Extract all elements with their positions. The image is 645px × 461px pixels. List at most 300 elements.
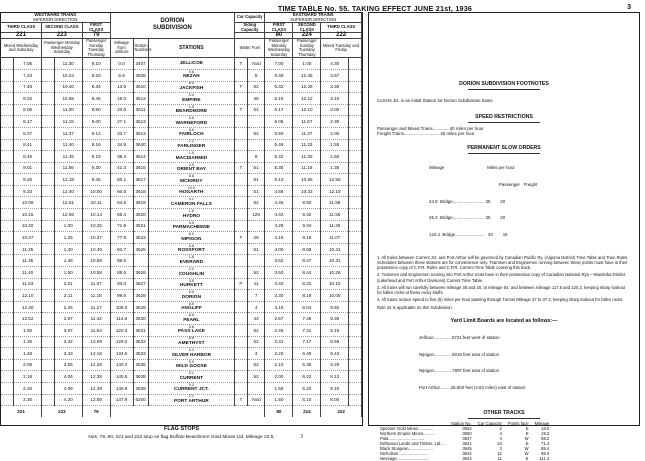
westward-third-time: 8.02 bbox=[14, 93, 42, 105]
other-track-cell: 2 bbox=[499, 426, 502, 432]
station-label: COUGHLIN bbox=[178, 271, 205, 277]
eastward-first-time: 6.17 bbox=[265, 104, 293, 116]
table-row bbox=[1, 58, 362, 70]
eastward-third-time: 9.30 bbox=[321, 313, 349, 325]
eastward-third-time: 10.31 bbox=[321, 255, 349, 267]
station-number: 3614 bbox=[133, 151, 148, 163]
station-name bbox=[148, 267, 234, 279]
mileage: 134.5 bbox=[110, 348, 133, 360]
eastward-first-time: 2.00 bbox=[265, 371, 293, 383]
eastward-third-time: 10.28 bbox=[321, 267, 349, 279]
westward-second-time: 11.37 bbox=[54, 127, 82, 139]
eastward-footer-222: 222 bbox=[321, 406, 362, 417]
westward-first-time: 11.54 bbox=[82, 325, 110, 337]
westward-second-time: 4.06 bbox=[54, 371, 82, 383]
station-label: HURKETT bbox=[179, 283, 203, 289]
westward-first-time: 11.07 bbox=[82, 278, 110, 290]
eastward-second-time: 11.18 bbox=[293, 162, 321, 174]
mileage: 33.7 bbox=[110, 127, 133, 139]
station-name bbox=[148, 116, 234, 128]
eastward-second-time: 6.20 bbox=[293, 382, 321, 394]
eastward-first-time: 2.31 bbox=[265, 336, 293, 348]
water-fuel-code: T bbox=[235, 104, 248, 116]
mileage: 145.5 bbox=[110, 371, 133, 383]
station-distance: 5.4 bbox=[188, 93, 194, 98]
westward-first-time: 9.45 bbox=[82, 174, 110, 186]
eastward-third-time: 8.00 bbox=[321, 394, 349, 406]
other-track-cell: E bbox=[525, 431, 529, 437]
station-distance: 8.0 bbox=[188, 81, 194, 86]
water-fuel-code bbox=[235, 336, 248, 348]
other-track-cell: 4 bbox=[499, 436, 502, 442]
westward-third-time: 2.20 bbox=[14, 382, 42, 394]
eastward-third-class: THIRD CLASS bbox=[321, 23, 362, 33]
water-fuel-code bbox=[235, 139, 248, 151]
eastward-first-time: 4.00 bbox=[265, 243, 293, 255]
mileage: 140.4 bbox=[110, 359, 133, 371]
water-fuel-code: T bbox=[235, 58, 248, 70]
siding-capacity bbox=[247, 220, 265, 232]
westward-first-time: 8.10 bbox=[82, 58, 110, 70]
westward-third-time: 10.20 bbox=[14, 220, 42, 232]
westward-first-time: 9.14 bbox=[82, 127, 110, 139]
water-fuel-code bbox=[235, 267, 248, 279]
station-name bbox=[148, 394, 234, 406]
station-name bbox=[148, 151, 234, 163]
station-name bbox=[148, 371, 234, 383]
mileage: 0.0 bbox=[110, 58, 133, 70]
water-fuel-code bbox=[235, 116, 248, 128]
station-distance: 8.8 bbox=[188, 174, 194, 179]
station-distance: 0.3 bbox=[188, 382, 194, 387]
siding-capacity bbox=[247, 382, 265, 394]
westward-second-time: 2.57 bbox=[54, 313, 82, 325]
eastward-first-time: 5.42 bbox=[265, 151, 293, 163]
table-row bbox=[1, 394, 362, 406]
eastward-third-time: 3.57 bbox=[321, 69, 349, 81]
eastward-second-time: 7.31 bbox=[293, 325, 321, 337]
siding-capacity: 3 bbox=[247, 348, 265, 360]
eastward-second-time: 10.55 bbox=[293, 174, 321, 186]
westward-second-time: 11.56 bbox=[54, 162, 82, 174]
station-label: MCKIRDY bbox=[180, 178, 203, 184]
station-distance: 3.5 bbox=[188, 278, 194, 283]
other-track-cell: 12 bbox=[497, 451, 502, 457]
eastward-first-time: 2.46 bbox=[265, 325, 293, 337]
mileage: 89.5 bbox=[110, 267, 133, 279]
westward-first-class: FIRST CLASS bbox=[82, 23, 110, 33]
station-label: NEZAH bbox=[183, 74, 200, 80]
mileage: 120.4 bbox=[110, 325, 133, 337]
table-row bbox=[1, 151, 362, 163]
station-label: WARNEFORD bbox=[175, 120, 208, 126]
table-row bbox=[1, 116, 362, 128]
station-distance: 1.5 bbox=[188, 150, 194, 155]
water-fuel-code bbox=[235, 197, 248, 209]
slow-orders-title: PERMANENT SLOW ORDERS bbox=[467, 144, 541, 151]
westward-third-time: 12.52 bbox=[14, 313, 42, 325]
other-track-cell: W bbox=[524, 446, 529, 452]
eastward-second-time: 12.28 bbox=[293, 81, 321, 93]
eastward-first-time: 3.52 bbox=[265, 255, 293, 267]
eastward-second-time: 6.22 bbox=[293, 371, 321, 383]
eastward-first-time: 2.10 bbox=[265, 359, 293, 371]
westward-train-221: 221 bbox=[1, 33, 42, 39]
slow-order-row: 24.8 Bridge......................... 25 20 bbox=[429, 198, 506, 204]
rule-3: 3. All trains will run carefully between mileage 38 and 40, at mileage 54, and between mileage 117.5 and 120.2, keeping sharp lookout for fallen rocks at these rocky bluffs. bbox=[377, 284, 626, 296]
westward-second-time: 3.55 bbox=[54, 359, 82, 371]
station-label: FAIRLOCH bbox=[179, 132, 204, 138]
siding-capacity: Yard bbox=[247, 58, 265, 70]
westward-second-time: 10.40 bbox=[54, 81, 82, 93]
eastward-first-time: 5.46 bbox=[265, 139, 293, 151]
schedule-panel bbox=[0, 12, 363, 426]
westward-second-time: 10.24 bbox=[54, 69, 82, 81]
eastward-first-time: 4.42 bbox=[265, 209, 293, 221]
siding-capacity: 4 bbox=[247, 301, 265, 313]
siding-capacity: 44 bbox=[247, 313, 265, 325]
water-fuel-code bbox=[235, 243, 248, 255]
station-number: 3625 bbox=[133, 243, 148, 255]
station-distance: 6.5 bbox=[188, 301, 194, 306]
eastward-first-time: 7.00 bbox=[265, 58, 293, 70]
westward-first-time: 10.00 bbox=[82, 185, 110, 197]
station-label: ORIENT BAY bbox=[176, 167, 206, 173]
yard-limit-row: Nipigon...............7697 feet east of station bbox=[419, 368, 500, 374]
siding-capacity: 11 bbox=[247, 278, 265, 290]
siding-capacity bbox=[247, 116, 265, 128]
westward-third-time: 12.30 bbox=[14, 301, 42, 313]
station-distance: 2.1 bbox=[188, 394, 194, 399]
station-number: 3610 bbox=[133, 81, 148, 93]
yard-limit-row: Jellicoe...............5721 feet west of station bbox=[419, 334, 500, 340]
westward-third-time: 10.08 bbox=[14, 197, 42, 209]
mileage: 34.9 bbox=[110, 139, 133, 151]
eastward-first-time: 6.19 bbox=[265, 93, 293, 105]
westward-third-time: 7.48 bbox=[14, 81, 42, 93]
other-tracks-title: OTHER TRACKS bbox=[483, 410, 525, 417]
eastward-third-time: 8.13 bbox=[321, 371, 349, 383]
other-track-cell: Northern Empire Mines.......... bbox=[380, 431, 435, 437]
westward-first-time: 10.25 bbox=[82, 220, 110, 232]
eastward-third-time: 11.55 bbox=[321, 209, 349, 221]
water-fuel-code bbox=[235, 290, 248, 302]
eastward-first-time: 3.40 bbox=[265, 278, 293, 290]
westward-third-time: 9.33 bbox=[14, 185, 42, 197]
eastward-second-time: 8.31 bbox=[293, 278, 321, 290]
westward-direction: WESTWARD TRAINS INFERIOR DIRECTION bbox=[1, 13, 110, 23]
eastward-first-time: 2.20 bbox=[265, 348, 293, 360]
other-track-cell: Driftwood Lands and Timber, Ltd.... bbox=[380, 441, 445, 447]
siding-capacity: 52 bbox=[247, 325, 265, 337]
westward-second-time: 1.25 bbox=[54, 232, 82, 244]
other-track-cell: 71.3 bbox=[541, 441, 550, 447]
westward-first-time: 8.46 bbox=[82, 93, 110, 105]
eastward-third-time: 1.55 bbox=[321, 139, 349, 151]
mileage: 145.8 bbox=[110, 382, 133, 394]
eastward-second-class: SECOND CLASS bbox=[293, 23, 321, 33]
eastward-first-time: 5.50 bbox=[265, 127, 293, 139]
eastward-second-time: 9.19 bbox=[293, 232, 321, 244]
station-label: BEARDMORE bbox=[175, 109, 208, 115]
slow-orders-head2: Passenger Freight bbox=[499, 181, 538, 187]
flag-stops bbox=[0, 426, 363, 440]
station-number: 3623 bbox=[133, 232, 148, 244]
westward-third-time: 9.01 bbox=[14, 162, 42, 174]
station-number: 3621 bbox=[133, 220, 148, 232]
westward-second-time: 3.43 bbox=[54, 348, 82, 360]
station-number: 3619 bbox=[133, 197, 148, 209]
eastward-second-time: 6.35 bbox=[293, 359, 321, 371]
station-number: 3626 bbox=[133, 267, 148, 279]
station-label: NIPIGON bbox=[181, 236, 202, 242]
table-row bbox=[1, 325, 362, 337]
station-number-label: Station Numbers bbox=[133, 38, 148, 57]
westward-first-time: 12.09 bbox=[82, 336, 110, 348]
siding-capacity: 52 bbox=[247, 371, 265, 383]
westward-first-time: 9.16 bbox=[82, 139, 110, 151]
other-track-cell: E bbox=[525, 456, 529, 461]
mileage: 36.4 bbox=[110, 151, 133, 163]
westward-third-time: 7.23 bbox=[14, 69, 42, 81]
notes-panel bbox=[368, 12, 640, 461]
mileage: 129.2 bbox=[110, 336, 133, 348]
table-row bbox=[1, 185, 362, 197]
station-label: PEARL bbox=[183, 317, 200, 323]
westward-third-time: 8.17 bbox=[14, 116, 42, 128]
eastward-first-time: 6.06 bbox=[265, 116, 293, 128]
eastward-first-time: 4.29 bbox=[265, 220, 293, 232]
water-fuel-code bbox=[235, 382, 248, 394]
westward-first-time: 12.39 bbox=[82, 382, 110, 394]
other-track-cell: 88.4 bbox=[541, 446, 550, 452]
station-name bbox=[148, 197, 234, 209]
table-row bbox=[1, 348, 362, 360]
westward-third-time: 2.30 bbox=[14, 394, 42, 406]
other-track-cell: 56.2 bbox=[541, 436, 550, 442]
table-row bbox=[1, 162, 362, 174]
rule-4: 4. All trains reduce speed to five (5) miles per hour passing through Tunnel Mileage 37 to 37.2, keeping sharp lookout for fallen rocks. bbox=[377, 297, 624, 303]
station-name bbox=[148, 139, 234, 151]
siding-capacity: Yard bbox=[247, 394, 265, 406]
station-number: 3638 bbox=[133, 371, 148, 383]
station-label: DORION bbox=[181, 294, 201, 300]
eastward-first-time: 5.35 bbox=[265, 162, 293, 174]
mileage: 99.5 bbox=[110, 290, 133, 302]
westward-first-time: 8.34 bbox=[82, 81, 110, 93]
table-row bbox=[1, 127, 362, 139]
table-row bbox=[1, 336, 362, 348]
other-track-cell: 3652 bbox=[462, 426, 472, 432]
westward-footer-221: 221 bbox=[1, 406, 42, 417]
water-fuel-code bbox=[235, 93, 248, 105]
station-name bbox=[148, 127, 234, 139]
mileage-label: Mileage from Jellicoe bbox=[110, 38, 133, 57]
subdivision-title: DORION SUBDIVISION bbox=[110, 13, 234, 38]
table-row bbox=[1, 197, 362, 209]
eastward-first-time: 4.15 bbox=[265, 232, 293, 244]
westward-third-time: 8.46 bbox=[14, 151, 42, 163]
westward-second-time: 10.55 bbox=[54, 93, 82, 105]
eastward-first-time: 6.48 bbox=[265, 69, 293, 81]
station-name bbox=[148, 336, 234, 348]
station-number: 3629 bbox=[133, 301, 148, 313]
eastward-third-days: Mixed Tuesday and Friday bbox=[321, 38, 362, 57]
westward-second-time: 11.40 bbox=[54, 139, 82, 151]
station-name bbox=[148, 290, 234, 302]
other-track-cell: Pala............................... bbox=[380, 436, 425, 442]
station-distance: 5.8 bbox=[188, 324, 194, 329]
eastward-second-time: 6.49 bbox=[293, 348, 321, 360]
eastward-first-time: 3.30 bbox=[265, 290, 293, 302]
station-label: HOGARTH bbox=[179, 190, 204, 196]
water-fuel-code bbox=[235, 348, 248, 360]
eastward-third-time: 3.10 bbox=[321, 93, 349, 105]
water-fuel-code: T bbox=[235, 394, 248, 406]
station-label: CURRENT bbox=[179, 375, 204, 381]
westward-first-time: 9.00 bbox=[82, 116, 110, 128]
rule-2: 2. Trainmen and Enginemen running into Port Arthur must have in their possession copy of Canadian National Rys.—Manitoba District (Lakehead and Port Arthur Divisions) Current Time Table. bbox=[377, 272, 626, 283]
current-jct-note: Current Jct. is an initial Station for Dorion Subdivision trains. bbox=[377, 98, 494, 103]
table-row bbox=[1, 313, 362, 325]
footnotes-title: DORION SUBDIVISION FOOTNOTES bbox=[459, 81, 549, 87]
westward-first-time: 11.27 bbox=[82, 301, 110, 313]
mileage: 41.3 bbox=[110, 162, 133, 174]
other-track-cell: 3644 bbox=[462, 456, 472, 461]
water-fuel-code: T bbox=[235, 232, 248, 244]
water-fuel-label: Water Fuel bbox=[235, 38, 265, 57]
siding-capacity: 52 bbox=[247, 127, 265, 139]
page-number: 3 bbox=[627, 4, 631, 11]
eastward-third-time: 11.07 bbox=[321, 232, 349, 244]
westward-third-time: 2.06 bbox=[14, 359, 42, 371]
eastward-first-time: 1.50 bbox=[265, 394, 293, 406]
station-name bbox=[148, 209, 234, 221]
station-label: AMETHYST bbox=[178, 341, 205, 347]
rule-42: Rule 42 is applicable on this Subdivision. bbox=[377, 304, 453, 310]
westward-first-time: 10.49 bbox=[82, 243, 110, 255]
mileage: 5.6 bbox=[110, 69, 133, 81]
westward-first-time: 8.50 bbox=[82, 104, 110, 116]
westward-second-time: 3.07 bbox=[54, 325, 82, 337]
siding-capacity: 52 bbox=[247, 197, 265, 209]
yard-limits-title: Yard Limit Boards are located as follows:— bbox=[450, 317, 558, 324]
yard-limit-row: Nipigon...............6015 feet east of station bbox=[419, 351, 500, 357]
westward-first-time: 9.19 bbox=[82, 151, 110, 163]
station-number bbox=[133, 255, 148, 267]
other-track-cell: 18.0 bbox=[541, 426, 550, 432]
station-label: JELLICOE bbox=[179, 61, 204, 67]
other-track-cell: 3645 bbox=[462, 446, 472, 452]
eastward-third-time: 12.15 bbox=[321, 185, 349, 197]
eastward-second-time: 11.30 bbox=[293, 151, 321, 163]
speed-freight: Freight Trains..............................25 miles per hour bbox=[377, 131, 475, 137]
other-track-cell: 3 bbox=[499, 446, 502, 452]
divider bbox=[468, 122, 540, 123]
westward-third-time: 11.35 bbox=[14, 255, 42, 267]
station-label: JACKFISH bbox=[179, 86, 204, 92]
eastward-first-time: 4.58 bbox=[265, 185, 293, 197]
eastward-second-time: 7.17 bbox=[293, 336, 321, 348]
station-name bbox=[148, 58, 234, 70]
westward-third-days: Mixed Wednesday and Saturday bbox=[1, 38, 42, 57]
station-distance: 6.8 bbox=[188, 243, 194, 248]
station-distance: 6.6 bbox=[188, 127, 194, 132]
station-name bbox=[148, 348, 234, 360]
station-distance: 1.2 bbox=[188, 139, 194, 144]
water-fuel-code bbox=[235, 301, 248, 313]
eastward-second-time: 8.59 bbox=[293, 243, 321, 255]
ot-header: Mileage bbox=[534, 421, 550, 427]
siding-capacity: 7 bbox=[247, 290, 265, 302]
eastward-third-time: 9.50 bbox=[321, 301, 349, 313]
station-name bbox=[148, 174, 234, 186]
station-number: 3611 bbox=[133, 104, 148, 116]
eastward-third-time: 10.41 bbox=[321, 243, 349, 255]
station-label: PASS LAKE bbox=[177, 329, 205, 335]
station-distance: 5.5 bbox=[188, 220, 194, 225]
westward-third-time: 1.00 bbox=[14, 325, 42, 337]
water-fuel-code bbox=[235, 69, 248, 81]
station-name bbox=[148, 69, 234, 81]
station-number: 3617 bbox=[133, 174, 148, 186]
other-track-cell: 3641 bbox=[462, 441, 472, 447]
eastward-third-time: 8.55 bbox=[321, 336, 349, 348]
other-track-cell: 3650 bbox=[462, 431, 472, 437]
water-fuel-code bbox=[235, 371, 248, 383]
eastward-second-time: 8.47 bbox=[293, 255, 321, 267]
westward-third-time: 2.18 bbox=[14, 371, 42, 383]
other-tracks-table bbox=[377, 421, 552, 461]
westward-second-time: 1.00 bbox=[54, 220, 82, 232]
water-fuel-code bbox=[235, 313, 248, 325]
other-track-cell: 111.4 bbox=[539, 456, 550, 461]
table-row bbox=[1, 69, 362, 81]
westward-third-time: 8.05 bbox=[14, 104, 42, 116]
mileage: 106.0 bbox=[110, 301, 133, 313]
station-number: 3608 bbox=[133, 69, 148, 81]
station-number: 3631 bbox=[133, 325, 148, 337]
station-number: 3613 bbox=[133, 127, 148, 139]
station-label: CAMERON FALLS bbox=[170, 201, 213, 207]
station-distance: 5.3 bbox=[188, 348, 194, 353]
station-distance: 4.1 bbox=[188, 197, 194, 202]
westward-third-time: 10.47 bbox=[14, 232, 42, 244]
eastward-second-time: 7.45 bbox=[293, 313, 321, 325]
divider bbox=[468, 418, 540, 419]
station-distance: 5.9 bbox=[188, 359, 194, 364]
station-distance: 10.4 bbox=[187, 185, 195, 190]
ot-header: Points face bbox=[507, 421, 529, 427]
eastward-second-time: 9.42 bbox=[293, 209, 321, 221]
ot-header: Car Capacity bbox=[477, 421, 502, 427]
eastward-second-time: 6.10 bbox=[293, 394, 321, 406]
station-distance: 1.8 bbox=[188, 255, 194, 260]
other-track-cell: Black Sturgeon..................... bbox=[380, 446, 433, 452]
other-tracks-rows bbox=[377, 426, 552, 461]
station-number: 3633 bbox=[133, 348, 148, 360]
eastward-third-time: 10.15 bbox=[321, 278, 349, 290]
slow-order-row: 123.4 Bridge......................... 20 15 bbox=[429, 232, 508, 238]
yard-limit-row: Port Arthur.........25.502 feet (4.83 miles) east of station bbox=[419, 385, 526, 391]
slow-order-row: 25.3 Bridge......................... 25 20 bbox=[429, 215, 506, 221]
table-row bbox=[1, 267, 362, 279]
eastward-second-days: Passenger Sunday Tuesday Thursday bbox=[293, 38, 321, 57]
westward-third-time: 8.37 bbox=[14, 127, 42, 139]
station-name bbox=[148, 325, 234, 337]
flag-stops-title: FLAG STOPS bbox=[163, 426, 200, 432]
siding-label: Siding Capacity bbox=[235, 23, 265, 33]
